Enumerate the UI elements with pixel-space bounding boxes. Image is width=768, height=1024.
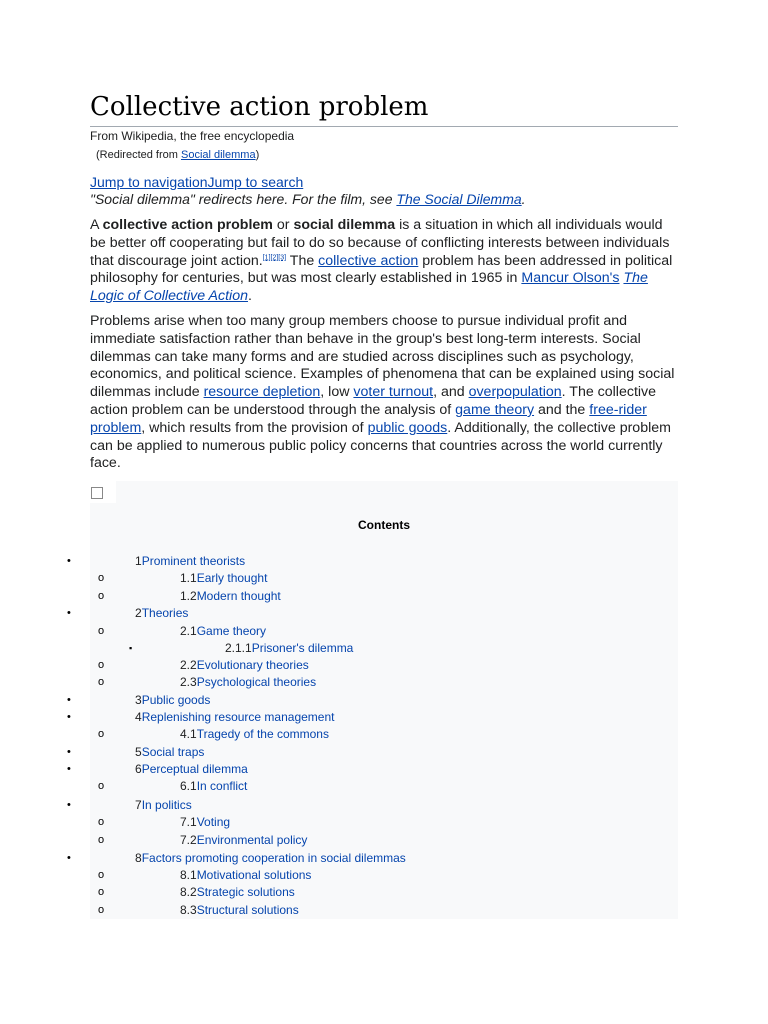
game-theory-link[interactable]: game theory bbox=[455, 401, 535, 418]
toc-number: 2 bbox=[135, 606, 142, 620]
bold-term: collective action problem bbox=[102, 217, 273, 233]
toc-link[interactable] bbox=[180, 832, 307, 849]
text: . Additionally, the collective problem can be applied to numerous public policy concerns that countries across the world currently face. bbox=[90, 419, 671, 472]
toc-bullet: • bbox=[67, 763, 71, 775]
toc-number: 7.2 bbox=[180, 833, 197, 847]
toc-link[interactable] bbox=[180, 884, 295, 901]
toc-bullet: o bbox=[98, 904, 105, 916]
toc-bullet: o bbox=[98, 659, 105, 671]
page-title: Collective action problem bbox=[90, 88, 678, 127]
toc-label: Factors promoting cooperation in social dilemmas bbox=[141, 851, 406, 865]
toc-label: Social traps bbox=[141, 745, 205, 759]
toc-link[interactable] bbox=[135, 605, 188, 622]
toc-number: 2.1 bbox=[180, 624, 197, 638]
bold-term: social dilemma bbox=[293, 217, 396, 233]
toc-number: 1.1 bbox=[180, 571, 197, 585]
toc-number: 7.1 bbox=[180, 815, 197, 829]
toc-bullet: • bbox=[67, 555, 71, 567]
toc-item[interactable] bbox=[0, 867, 768, 884]
toc-link[interactable] bbox=[180, 726, 329, 743]
toc-link[interactable] bbox=[180, 902, 299, 919]
toc-item[interactable] bbox=[0, 640, 768, 657]
redirect-prefix: (Redirected from bbox=[96, 149, 181, 161]
toc-bullet: • bbox=[67, 694, 71, 706]
citation-link[interactable]: [1][2][3] bbox=[262, 253, 287, 261]
toc-item[interactable] bbox=[0, 588, 768, 605]
intro-paragraph-1 bbox=[90, 217, 680, 306]
toc-item[interactable] bbox=[0, 605, 768, 622]
toc-number: 8.3 bbox=[180, 903, 197, 917]
text: is a situation in which all individuals would be better off cooperating but fail to do so because of conflicting interests between individuals that discourage joint action. bbox=[90, 217, 670, 269]
toc-bullet: o bbox=[98, 834, 105, 846]
toc-bullet: o bbox=[98, 676, 105, 688]
toc-bullet: • bbox=[67, 711, 71, 723]
toc-label: Psychological theories bbox=[196, 675, 317, 689]
redirect-source-link[interactable]: Social dilemma bbox=[180, 149, 256, 161]
toc-link[interactable] bbox=[180, 867, 311, 884]
free-rider-problem-link[interactable]: free-rider problem bbox=[90, 401, 647, 436]
toc-label: In politics bbox=[141, 798, 192, 812]
redirect-suffix: ) bbox=[255, 149, 260, 161]
toc-link[interactable] bbox=[180, 814, 230, 831]
toc-link[interactable] bbox=[180, 674, 316, 691]
text: problem has been addressed in political philosophy for centuries, but was most clearly established in 1965 in bbox=[90, 252, 673, 287]
toc-number: 2.2 bbox=[180, 658, 197, 672]
toc-bullet: o bbox=[98, 816, 105, 828]
toc-number: 4 bbox=[135, 710, 142, 724]
toc-number: 8.2 bbox=[180, 885, 197, 899]
text: . bbox=[247, 288, 252, 305]
toc-bullet: o bbox=[98, 590, 105, 602]
toc-label: Structural solutions bbox=[196, 903, 299, 917]
hatnote bbox=[90, 191, 526, 207]
text: Problems arise when too many group members choose to pursue individual profit and immediate satisfaction rather than behave in the group's best long-term interests. Social dilemmas can take many forms and are studied across disciplines such as psychology, economics, and political science. Examples of phenomena that can be explained using social dilemmas include bbox=[90, 313, 675, 401]
toc-item[interactable] bbox=[0, 709, 768, 726]
text: , which results from the provision of bbox=[141, 419, 368, 436]
toc-bullet: • bbox=[67, 607, 71, 619]
toc-label: In conflict bbox=[196, 779, 248, 793]
text: . The collective action problem can be understood through the analysis of bbox=[90, 384, 657, 418]
toc-number: 8 bbox=[135, 851, 142, 865]
toc-link[interactable] bbox=[180, 570, 267, 587]
toc-bullet: • bbox=[67, 746, 71, 758]
toc-item[interactable] bbox=[0, 814, 768, 831]
toc-item[interactable] bbox=[0, 832, 768, 849]
intro-paragraph-2 bbox=[90, 313, 680, 473]
toc-bullet: • bbox=[67, 799, 71, 811]
text: , and bbox=[433, 384, 469, 401]
toc-number: 1.2 bbox=[180, 589, 197, 603]
jump-to-search-link[interactable]: Jump to search bbox=[207, 174, 304, 190]
toc-item[interactable] bbox=[0, 778, 768, 795]
toc-item[interactable] bbox=[0, 570, 768, 587]
toc-item[interactable] bbox=[0, 850, 768, 867]
toc-bullet: • bbox=[67, 852, 71, 864]
text: , low bbox=[320, 384, 354, 401]
toc-item[interactable] bbox=[0, 761, 768, 778]
toc-item[interactable] bbox=[0, 726, 768, 743]
toc-item[interactable] bbox=[0, 674, 768, 691]
voter-turnout-link[interactable]: voter turnout bbox=[353, 384, 434, 401]
toc-number: 5 bbox=[135, 745, 142, 759]
toc-label: Prominent theorists bbox=[141, 554, 246, 568]
toc-item[interactable] bbox=[0, 623, 768, 640]
toc-item[interactable] bbox=[0, 797, 768, 814]
toc-label: Motivational solutions bbox=[196, 868, 312, 882]
toc-label: Theories bbox=[141, 606, 189, 620]
toc-link[interactable] bbox=[135, 761, 248, 778]
toc-item[interactable] bbox=[0, 884, 768, 901]
toc-label: Early thought bbox=[196, 571, 268, 585]
logic-of-collective-action-link[interactable]: The Logic of Collective Action bbox=[90, 270, 648, 305]
toc-number: 2.3 bbox=[180, 675, 197, 689]
toc-bullet: o bbox=[98, 572, 105, 584]
toc-number: 2.1.1 bbox=[225, 641, 252, 655]
toc-label: Replenishing resource management bbox=[141, 710, 335, 724]
toc-link[interactable] bbox=[135, 850, 406, 867]
toc-label: Environmental policy bbox=[196, 833, 308, 847]
toc-link[interactable] bbox=[135, 692, 210, 709]
toc-link[interactable] bbox=[225, 640, 353, 657]
toc-number: 4.1 bbox=[180, 727, 197, 741]
text: or bbox=[272, 217, 294, 233]
toc-title: Contents bbox=[358, 518, 410, 532]
toc-link[interactable] bbox=[135, 709, 334, 726]
toc-label: Tragedy of the commons bbox=[196, 727, 329, 741]
toc-bullet: o bbox=[98, 625, 105, 637]
toc-number: 7 bbox=[135, 798, 142, 812]
toc-link[interactable] bbox=[180, 623, 266, 640]
text: A bbox=[90, 217, 103, 233]
toc-item[interactable] bbox=[0, 657, 768, 674]
site-tagline: From Wikipedia, the free encyclopedia bbox=[90, 129, 295, 143]
hatnote-film-link[interactable]: The Social Dilemma bbox=[396, 191, 522, 207]
toc-number: 8.1 bbox=[180, 868, 197, 882]
toc-label: Evolutionary theories bbox=[196, 658, 309, 672]
toc-link[interactable] bbox=[180, 657, 309, 674]
toc-label: Game theory bbox=[196, 624, 267, 638]
toc-number: 3 bbox=[135, 693, 142, 707]
toc-item[interactable] bbox=[0, 744, 768, 761]
toc-item[interactable] bbox=[0, 553, 768, 570]
hatnote-text: "Social dilemma" redirects here. For the film, see bbox=[90, 191, 397, 207]
toc-toggle-checkbox[interactable] bbox=[91, 487, 103, 499]
toc-link[interactable] bbox=[180, 778, 247, 795]
toc-label: Public goods bbox=[141, 693, 211, 707]
toc-number: 1 bbox=[135, 554, 142, 568]
mancur-olson-link[interactable]: Mancur Olson's bbox=[521, 270, 620, 287]
toc-bullet: ▪ bbox=[129, 643, 133, 653]
overpopulation-link[interactable]: overpopulation bbox=[468, 384, 562, 401]
toc-bullet: o bbox=[98, 728, 105, 740]
text: and the bbox=[534, 401, 590, 418]
jump-to-navigation-link[interactable]: Jump to navigation bbox=[90, 174, 208, 190]
toc-label: Perceptual dilemma bbox=[141, 762, 248, 776]
redirect-note bbox=[96, 149, 259, 161]
toc-number: 6 bbox=[135, 762, 142, 776]
toc-number: 6.1 bbox=[180, 779, 197, 793]
toc-item[interactable] bbox=[0, 692, 768, 709]
public-goods-link[interactable]: public goods bbox=[367, 419, 448, 436]
toc-link[interactable] bbox=[135, 797, 192, 814]
toc-bullet: o bbox=[98, 780, 105, 792]
hatnote-end: . bbox=[521, 191, 526, 207]
toc-label: Prisoner's dilemma bbox=[251, 641, 354, 655]
toc-link[interactable] bbox=[135, 744, 204, 761]
toc-bullet: o bbox=[98, 869, 105, 881]
toc-label: Voting bbox=[196, 815, 231, 829]
collective-action-link[interactable]: collective action bbox=[318, 252, 419, 269]
toc-label: Strategic solutions bbox=[196, 885, 295, 899]
toc-item[interactable] bbox=[0, 902, 768, 919]
toc-label: Modern thought bbox=[196, 589, 281, 603]
text: The bbox=[286, 252, 319, 269]
resource-depletion-link[interactable]: resource depletion bbox=[203, 384, 321, 401]
toc-link[interactable] bbox=[180, 588, 281, 605]
toc-link[interactable] bbox=[135, 553, 245, 570]
jump-links bbox=[90, 174, 303, 190]
toc-bullet: o bbox=[98, 886, 105, 898]
